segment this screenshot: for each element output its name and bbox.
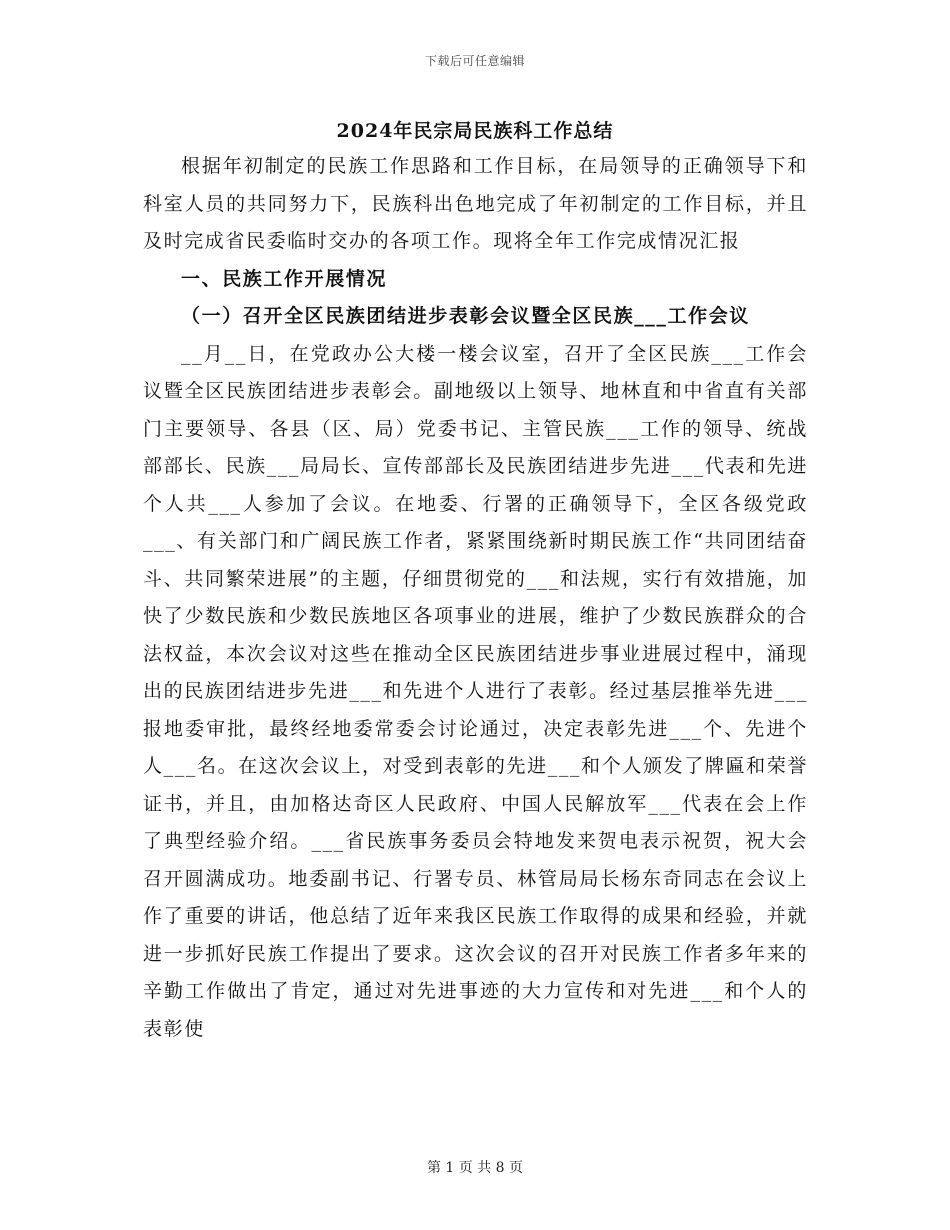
subsection-heading: （一）召开全区民族团结进步表彰会议暨全区民族___工作会议	[181, 305, 750, 327]
page-number: 第 1 页 共 8 页	[426, 1160, 524, 1176]
intro-paragraph: 根据年初制定的民族工作思路和工作目标，在局领导的正确领导下和科室人员的共同努力下，民族科出色地完成了年初制定的工作目标，并且及时完成省民委临时交办的各项工作。现将全年工作完成情况汇报	[143, 155, 808, 252]
document-body	[143, 148, 808, 1048]
body-paragraph: __月__日，在党政办公大楼一楼会议室，召开了全区民族___工作会议暨全区民族团结进步表彰会。副地级以上领导、地林直和中省直有关部门主要领导、各县（区、局）党委书记、主管民族___工作的领导、统战部部长、民族___局局长、宣传部部长及民族团结进步先进___代表和先进个人共___人参加了会议。在地委、行署的正确领导下，全区各级党政___、有关部门和广阔民族工作者，紧紧围绕新时期民族工作“共同团结奋斗、共同繁荣进展”的主题，仔细贯彻党的___和法规，实行有效措施，加快了少数民族和少数民族地区各项事业的进展，维护了少数民族群众的合法权益，本次会议对这些在推动全区民族团结进步事业进展过程中，涌现出的民族团结进步先进___和先进个人进行了表彰。经过基层推举先进___报地委审批，最终经地委常委会讨论通过，决定表彰先进___个、先进个人___名。在这次会议上，对受到表彰的先进___和个人颁发了牌匾和荣誉证书，并且，由加格达奇区人民政府、中国人民解放军___代表在会上作了典型经验介绍。___省民族事务委员会特地发来贺电表示祝贺，祝大会召开圆满成功。地委副书记、行署专员、林管局局长杨东奇同志在会议上作了重要的讲话，他总结了近年来我区民族工作取得的成果和经验，并就进一步抓好民族工作提出了要求。这次会议的召开对民族工作者多年来的辛勤工作做出了肯定，通过对先进事迹的大力宣传和对先进___和个人的表彰使	[143, 342, 808, 1040]
section-heading: 一、民族工作开展情况	[181, 267, 388, 290]
document-title: 2024年民宗局民族科工作总结	[336, 120, 614, 142]
page-header-note: 下载后可任意编辑	[424, 54, 525, 68]
